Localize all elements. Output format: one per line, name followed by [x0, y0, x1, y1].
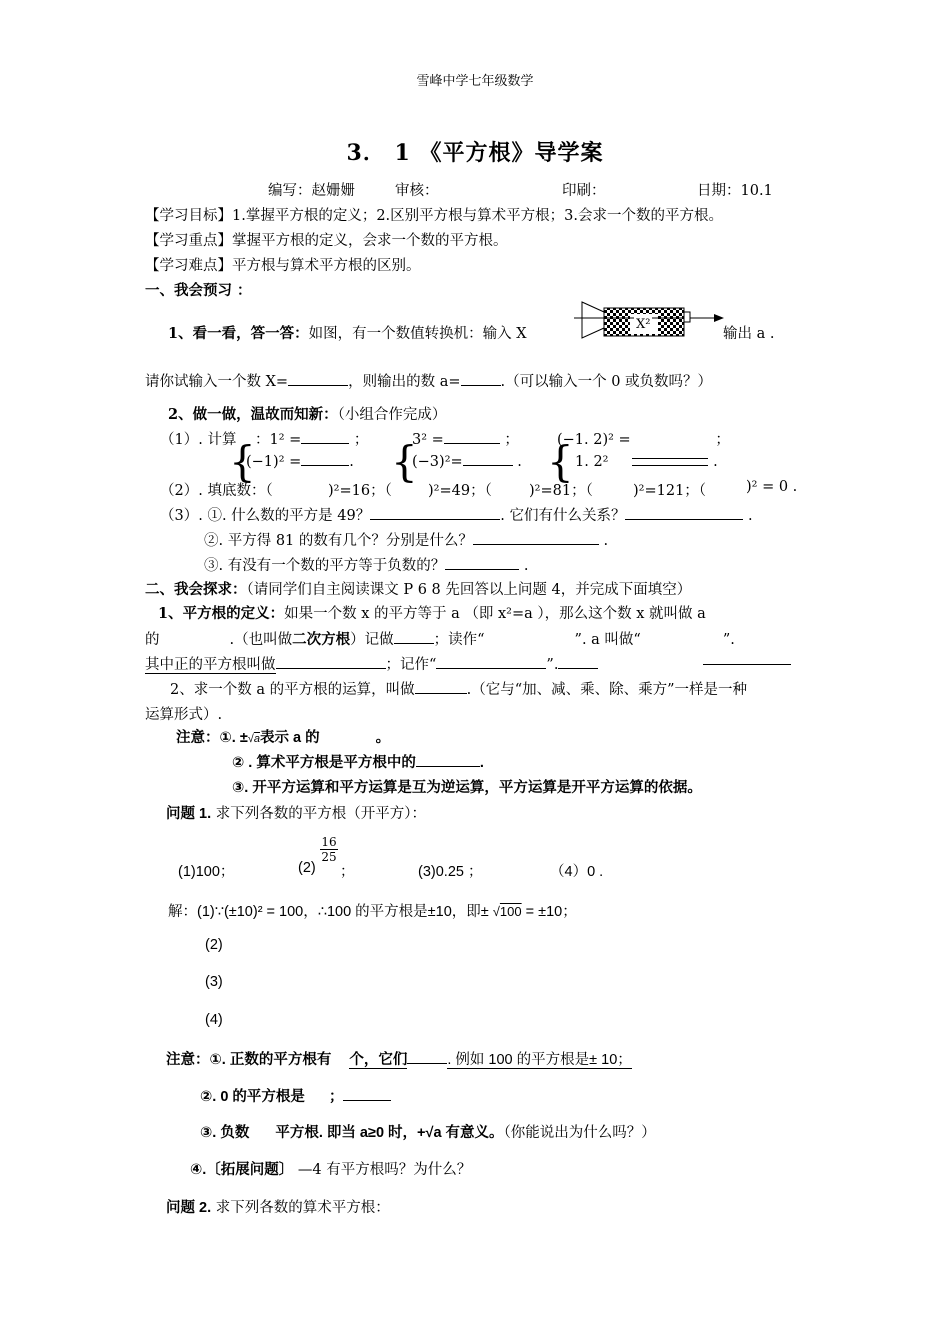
meta-print: 印刷： [562, 183, 606, 199]
solution-root: 100 [499, 904, 522, 919]
note-b-2-blank[interactable] [343, 1100, 391, 1101]
note-b-label: 注意： [166, 1052, 210, 1068]
section-2-heading-line [145, 578, 691, 599]
calc-item-1: ：1² = ； [255, 432, 369, 448]
def-2d: ）记做 [350, 632, 394, 648]
section-2-heading: 二、我会探求： [145, 581, 247, 598]
meta-review: 审核： [395, 183, 439, 199]
calc-row2-item-3: 1. 2² . [575, 454, 718, 470]
def-3-extra-blank[interactable] [703, 664, 791, 665]
solution-end: = ±10； [525, 904, 577, 920]
problem-2 [166, 1196, 390, 1217]
p1-item-2-end: ； [340, 864, 355, 880]
q3-3-blank[interactable] [445, 569, 519, 570]
def-3-blank[interactable] [276, 668, 386, 669]
q1-output-prompt: ，则输出的数 a= [348, 374, 461, 390]
note-1 [176, 726, 390, 747]
solution-item-4: (4) [205, 1012, 223, 1028]
sqrt-icon: √ [492, 904, 500, 919]
p1-item-2: (2) [298, 860, 316, 876]
q3-item-3: ③. 有没有一个数的平方等于负数的？ . [204, 558, 529, 574]
def-3a: 其中正的平方根叫做 [145, 657, 276, 673]
def-notation-blank[interactable] [394, 643, 434, 644]
problem-2-text: 求下列各数的算术平方根： [215, 1200, 390, 1216]
q1-label: 1、看一看，答一答： [168, 325, 309, 342]
op-1b: .（它与“加、减、乘、除、乘方”一样是一种 [466, 682, 748, 698]
q3-1b-blank[interactable] [625, 519, 743, 520]
problem-1-text: 求下列各数的平方根（开平方）： [215, 806, 426, 822]
fraction-numerator: 16 [321, 835, 337, 849]
solution-item-2: (2) [205, 937, 223, 953]
page-header: 雪峰中学七年级数学 [416, 74, 534, 89]
calc-2-text: 3² = [412, 432, 444, 448]
solution-line [168, 900, 577, 921]
q1-output: 输出 a . [723, 326, 775, 342]
problem-1 [166, 802, 426, 823]
def-text: 如果一个数 x 的平方等于 a （即 x²=a ），那么这个数 x 就叫做 a [284, 606, 706, 622]
def-2b: .（也叫做 [229, 632, 293, 648]
def-2f: ”. a 叫做“ [574, 632, 641, 648]
note-b-4 [190, 1158, 471, 1179]
calc-item-2: 3² = ； [412, 432, 519, 448]
def-3-blank-3[interactable] [558, 668, 598, 669]
def-2c: 二次方根 [292, 631, 351, 648]
learning-goals: 【学习目标】1.掌握平方根的定义；2.区别平方根与算术平方根；3.会求一个数的平方根。 [145, 208, 723, 224]
note-b-2a: ②. 0 的平方根是 [200, 1089, 305, 1105]
note-b-1 [166, 1048, 632, 1069]
solution-item-3: (3) [205, 974, 223, 990]
note-b-2 [200, 1085, 391, 1106]
calc-1-blank[interactable] [301, 443, 349, 444]
fraction [320, 835, 338, 864]
note-b-4b: —4 有平方根吗？为什么？ [297, 1162, 472, 1178]
q3-item-2: ②. 平方得 81 的数有几个？分别是什么？ . [204, 533, 609, 549]
q1-text: 如图，有一个数值转换机：输入 X [308, 326, 527, 342]
q1-x-blank[interactable] [288, 385, 348, 386]
calc-1-text: ：1² = [255, 432, 302, 448]
note-2-blank[interactable] [416, 766, 480, 767]
calc-row2-item-2: (−3)²= . [412, 454, 522, 470]
def-3-blank-4 [703, 653, 791, 669]
p1-item-1: (1)100； [178, 864, 235, 880]
fraction-denominator: 25 [321, 850, 337, 864]
q3-3-text: ③. 有没有一个数的平方等于负数的？ [204, 558, 446, 574]
fill-2: )²=49；（ [428, 483, 492, 499]
calc-row2-2-blank[interactable] [463, 465, 513, 466]
note-3: ③. 开平方运算和平方运算是互为逆运算，平方运算是开平方运算的依据。 [232, 780, 702, 796]
def-label: 1、平方根的定义： [158, 605, 285, 622]
meta-date: 日期：10.1 [697, 183, 773, 199]
def-2e: ；读作“ [433, 632, 485, 648]
q3-1b-text: . 它们有什么关系？ [500, 508, 626, 524]
learning-focus: 【学习重点】掌握平方根的定义，会求一个数的平方根。 [145, 233, 508, 249]
note-b-1b: 个，它们 [349, 1052, 408, 1068]
problem-2-label: 问题 2. [166, 1200, 212, 1216]
q1-line2 [145, 370, 712, 391]
brace-left-1: { [229, 437, 256, 486]
learning-difficulty: 【学习难点】平方根与算术平方根的区别。 [145, 258, 421, 274]
q3-1-blank[interactable] [370, 519, 500, 520]
note-b-3c: （你能说出为什么吗？） [503, 1125, 656, 1141]
note-2-text: ② . 算术平方根是平方根中的 [232, 755, 416, 771]
meta-author: 编写：赵姗姗 [268, 183, 355, 199]
section-1-heading: 一、我会预习 ： [145, 282, 252, 299]
calc-row2-item-1: (−1)² = . [246, 454, 354, 470]
q1-note: .（可以输入一个 0 或负数吗？） [500, 374, 713, 390]
p1-item-4: （4）0 . [550, 864, 604, 880]
q3-2-blank[interactable] [473, 544, 599, 545]
calc-row2-2-text: (−3)²= [412, 454, 463, 470]
solution-text: 解：(1)∵(±10)² = 100，∴100 的平方根是±10，即± [168, 904, 489, 920]
calc-row2-1-text: (−1)² = [246, 454, 302, 470]
p1-item-3: (3)0.25 ； [418, 864, 483, 880]
note-b-4a: ④.〔拓展问题〕 [190, 1162, 294, 1178]
q1-input-prompt: 请你试输入一个数 X= [145, 374, 289, 390]
def-2a: 的 [145, 632, 160, 648]
q3-1-text: （3）. ①. 什么数的平方是 49？ [160, 508, 371, 524]
calc-item-3: (−1. 2)² = ； [557, 432, 730, 448]
calc-row2-3-text: 1. 2² [575, 454, 609, 470]
brace-left-2: { [391, 437, 418, 486]
def-line-1 [158, 602, 706, 623]
note-b-3a: ③. 负数 [200, 1125, 250, 1141]
calc-2-blank[interactable] [444, 443, 500, 444]
fill-4: )²=121；（ [633, 483, 707, 499]
q2-note: （小组合作完成） [337, 407, 447, 423]
note-b-3b: 平方根. 即当 a≥0 时，+√a 有意义。 [275, 1125, 504, 1141]
page-title: 3． 1 《平方根》导学案 [346, 140, 604, 166]
fill-label: （2）. 填底数：（ [160, 483, 273, 499]
sqrt-a-symbol: √a [247, 733, 260, 745]
note-b-1a: ①. 正数的平方根有 [209, 1052, 332, 1068]
note-1-label: 注意：①. ± [176, 730, 248, 746]
note-1-text: 表示 a 的 [259, 730, 320, 746]
converter-box-label: X² [636, 317, 651, 332]
note-b-2b: ； [328, 1089, 344, 1105]
q1-line [168, 322, 527, 343]
def-3-blank-2[interactable] [436, 668, 546, 669]
note-2: ② . 算术平方根是平方根中的 . [232, 755, 484, 771]
note-1-end: 。 [375, 730, 391, 746]
calc-row2-1-blank[interactable] [301, 465, 349, 466]
calc-row2-3-blank[interactable] [632, 458, 708, 466]
op-1a: 2、求一个数 a 的平方根的运算，叫做 [170, 682, 415, 698]
op-line-2: 运算形式）. [145, 707, 223, 723]
def-line-3 [145, 653, 598, 674]
def-3c: ”. [546, 657, 559, 673]
def-line-2 [145, 628, 735, 649]
calc-label: （1）. 计算 [160, 432, 237, 448]
q2-line [168, 403, 446, 424]
q3-item-1: （3）. ①. 什么数的平方是 49？ . 它们有什么关系？ . [160, 508, 753, 524]
op-blank[interactable] [415, 693, 467, 694]
calc-3-text: (−1. 2)² = [557, 432, 631, 448]
note-b-1c: . 例如 100 的平方根是± 10； [447, 1052, 632, 1068]
def-2g: ”. [722, 632, 735, 648]
problem-1-label: 问题 1. [166, 806, 212, 822]
brace-left-3: { [547, 437, 574, 486]
fill-1: )²=16；（ [328, 483, 392, 499]
def-3b: ；记作“ [385, 657, 437, 673]
q3-2-text: ②. 平方得 81 的数有几个？分别是什么？ [204, 533, 473, 549]
op-line-1 [170, 678, 747, 699]
fill-3: )²=81；（ [529, 483, 593, 499]
q1-a-blank[interactable] [461, 385, 501, 386]
section-2-note: （请同学们自主阅读课文 P 6 8 先回答以上问题 4，并完成下面填空） [246, 582, 692, 598]
note-b-3 [200, 1121, 656, 1142]
fill-5: )² = 0 . [746, 479, 798, 495]
q2-label: 2、做一做，温故而知新： [168, 406, 338, 423]
